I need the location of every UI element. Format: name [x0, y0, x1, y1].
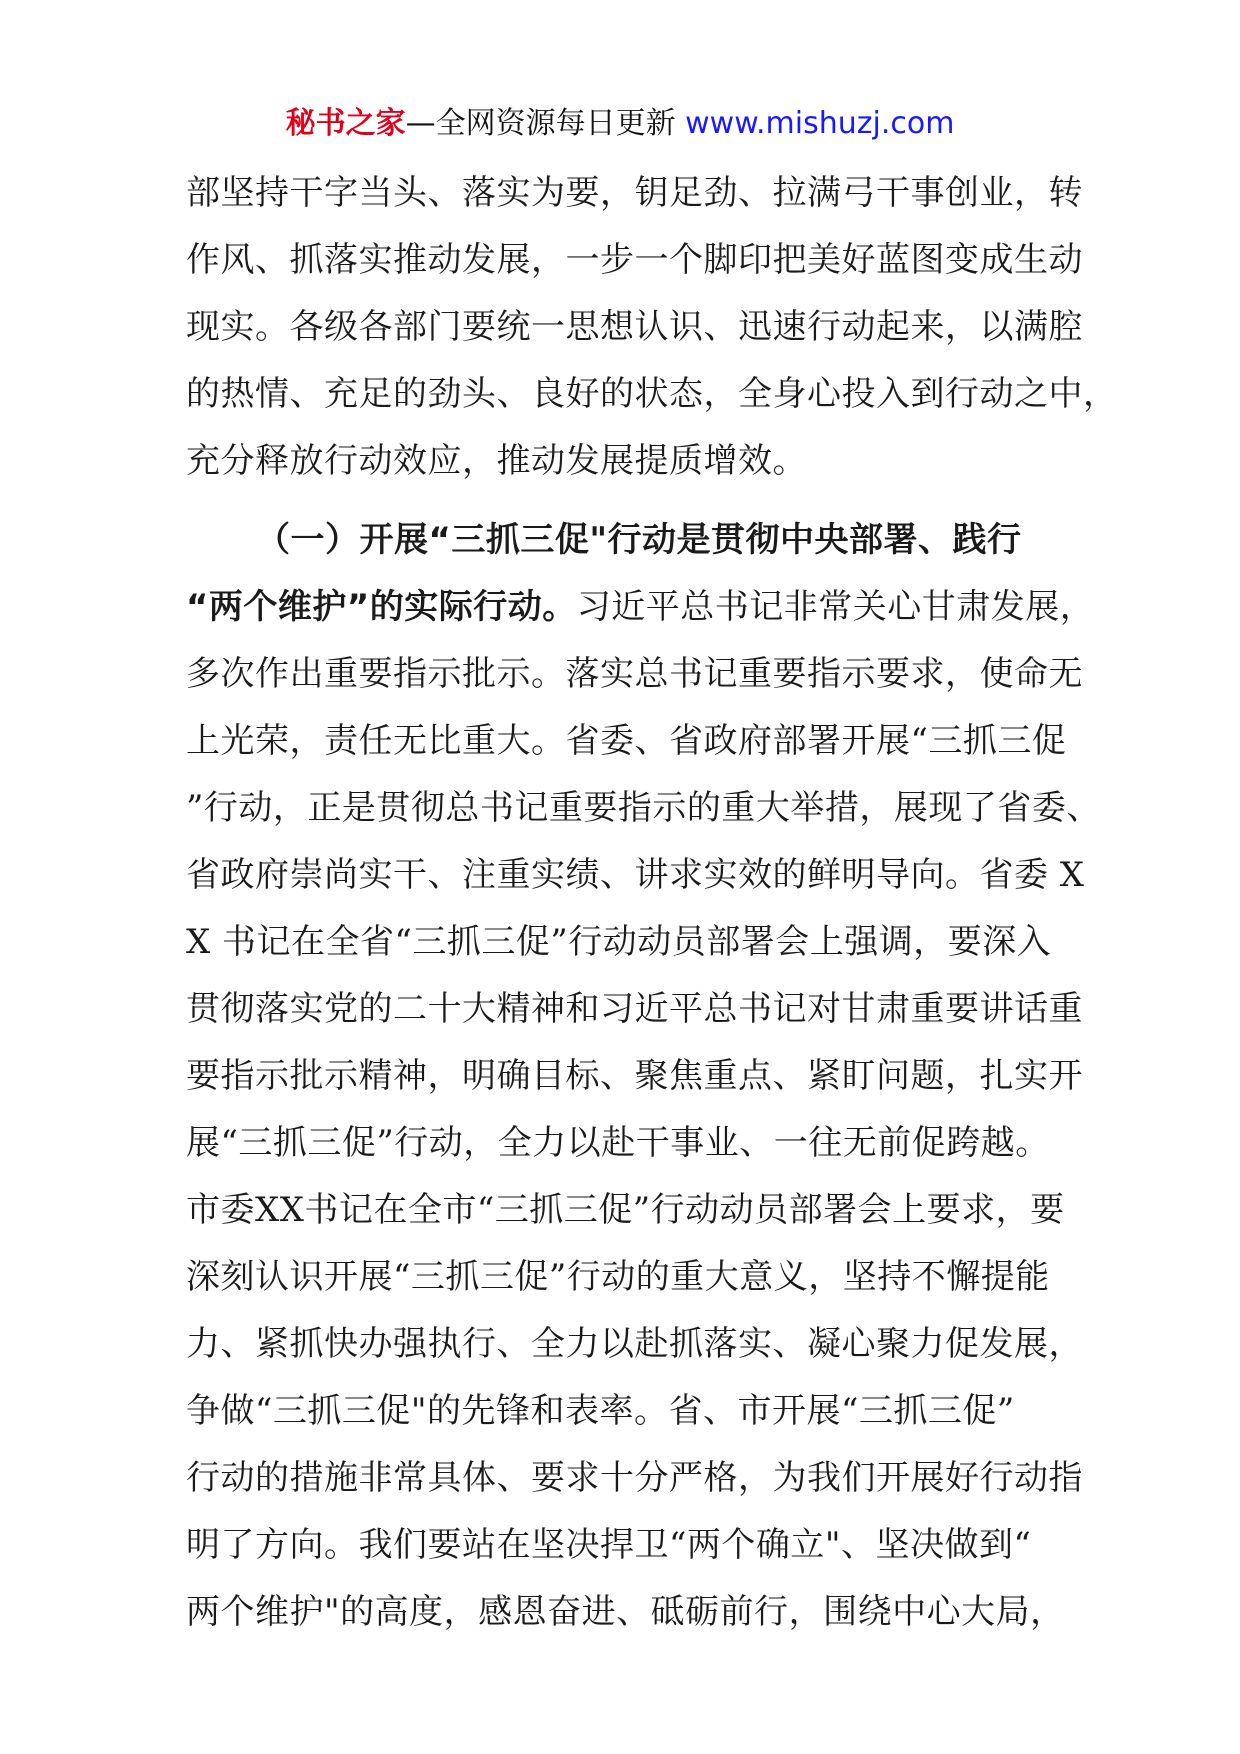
site-url[interactable]: www.mishuzj.com: [685, 106, 955, 141]
text-line: 现实。各级各部门要统一思想认识、迅速行动起来，以满腔: [186, 307, 1083, 347]
text-line: [186, 574, 1095, 641]
text-line: 的热情、充足的劲头、良好的状态，全身心投入到行动之中，: [186, 374, 1118, 414]
section-heading-end: “两个维护”的实际行动。: [186, 587, 577, 627]
text-line: 明了方向。我们要站在坚决捍卫“两个确立"、坚决做到“: [186, 1525, 1032, 1565]
text-line: 行动的措施非常具体、要求十分严格，为我们开展好行动指: [186, 1458, 1083, 1498]
text-line: 部坚持干字当头、落实为要，钥足劲、拉满弓干事创业，转: [186, 173, 1083, 213]
text-line: 深刻认识开展“三抓三促”行动的重大意义，坚持不懈提能: [186, 1257, 1050, 1297]
text-line: 要指示批示精神，明确目标、聚焦重点、紧盯问题，扎实开: [186, 1056, 1083, 1096]
site-tagline: —全网资源每日更新: [405, 106, 686, 141]
text-line: 贯彻落实党的二十大精神和习近平总书记对甘肃重要讲话重: [186, 989, 1083, 1029]
text-line: 力、紧抓快办强执行、全力以赴抓落实、凝心聚力促发展，: [186, 1324, 1083, 1364]
text-line: 上光荣，责任无比重大。省委、省政府部署开展“三抓三促: [186, 721, 1067, 761]
site-header: [0, 104, 1240, 144]
text-line: ”行动，正是贯彻总书记重要指示的重大举措，展现了省委、: [186, 788, 1101, 828]
text-line: 市委XX书记在全市“三抓三促”行动动员部署会上要求，要: [186, 1190, 1065, 1230]
text-line: 展“三抓三促”行动，全力以赴干事业、一往无前促跨越。: [186, 1123, 1050, 1163]
text-line: X 书记在全省“三抓三促”行动动员部署会上强调，要深入: [186, 922, 1052, 962]
paragraph-start: 习近平总书记非常关心甘肃发展，: [576, 587, 1095, 627]
text-line: 省政府崇尚实干、注重实绩、讲求实效的鲜明导向。省委 X: [186, 855, 1085, 895]
text-line: 两个维护"的高度，感恩奋进、砥砺前行，围绕中心大局，: [186, 1592, 1065, 1632]
site-brand: 秘书之家: [285, 106, 406, 141]
text-line: 多次作出重要指示批示。落实总书记重要指示要求，使命无: [186, 654, 1083, 694]
text-line: 作风、抓落实推动发展，一步一个脚印把美好蓝图变成生动: [186, 240, 1083, 280]
document-body: [186, 160, 1118, 1646]
text-line: 争做“三抓三促"的先锋和表率。省、市开展“三抓三促”: [186, 1391, 1015, 1431]
text-line: 充分释放行动效应，推动发展提质增效。: [186, 441, 807, 481]
section-heading: （一）开展“三抓三促"行动是贯彻中央部署、践行: [256, 520, 1022, 560]
